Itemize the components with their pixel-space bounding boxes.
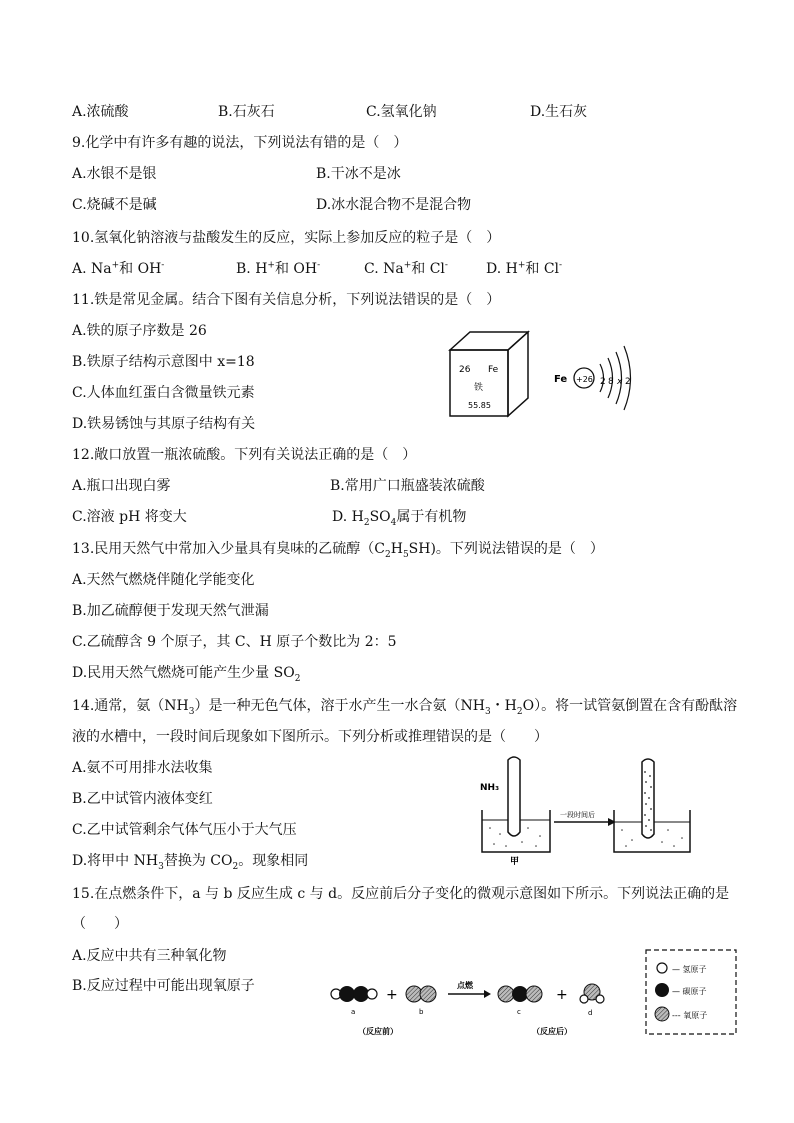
q12-stem: 12.敞口放置一瓶浓硫酸。下列有关说法正确的是（ ）: [72, 447, 417, 463]
left-label: 甲: [510, 857, 520, 867]
q9-option-c: C.烧碱不是碱: [72, 197, 157, 213]
element-name: 铁: [474, 383, 484, 393]
plus-sign-2: +: [556, 987, 568, 1003]
reaction-microscopic-figure: [326, 948, 742, 1038]
q11-option-d: D.铁易锈蚀与其原子结构有关: [72, 416, 256, 432]
q14-option-d: D.将甲中 $NH_3$替换为 $CO_2$。现象相同: [72, 853, 309, 872]
trough-right: [614, 759, 690, 852]
q14-stem-line2: 液的水槽中，一段时间后现象如下图所示。下列分析或推理错误的是（ ）: [72, 729, 548, 745]
ammonia-experiment-figure: [478, 756, 718, 868]
q14-option-b: B.乙中试管内液体变红: [72, 791, 213, 807]
molecule-c: [498, 986, 542, 1016]
atom-symbol: Fe: [554, 374, 568, 385]
q15-option-a: A.反应中共有三种氧化物: [72, 948, 227, 964]
q11-option-a: A.铁的原子序数是 26: [72, 323, 207, 339]
q12-option-d: D. $H_2SO_4$属于有机物: [332, 509, 467, 528]
shell-count-3: x: [617, 377, 623, 387]
q14-stem-line1: 14.通常，氨$(NH_3)$是一种无色气体，溶于水产生一水合氨（$NH_3$・$H_2O$）。将一试管氨倒置在含有酚酞溶: [72, 698, 738, 717]
q11-option-b: B.铁原子结构示意图中 x=18: [72, 354, 255, 370]
label-b: b: [419, 1008, 424, 1016]
label-c: c: [517, 1008, 521, 1016]
q9-stem: 9.化学中有许多有趣的说法，下列说法有错的是（ ）: [72, 135, 408, 151]
q10-option-d: D. H+和 Cl-: [486, 260, 563, 277]
carbon-atom-icon: [655, 983, 669, 997]
q15-option-b: B.反应过程中可能出现氧原子: [72, 978, 255, 994]
q9-option-b: B.干冰不是冰: [316, 166, 401, 182]
q13-option-d: D.民用天然气燃烧可能产生少量 $SO_2$: [72, 665, 301, 684]
element-symbol: Fe: [488, 365, 499, 375]
q15-stem-line2: （ ）: [72, 916, 128, 932]
legend-carbon: — 碳原子: [672, 987, 707, 996]
q10-option-c: C. Na+和 Cl-: [364, 260, 448, 277]
atom-structure-diagram: [554, 346, 631, 410]
after-label: （反应后）: [532, 1027, 572, 1036]
q8-option-b: B.石灰石: [218, 104, 275, 120]
q8-option-a: A.浓硫酸: [72, 104, 129, 120]
reaction-arrow: [554, 810, 616, 826]
reaction-arrow-2: [448, 980, 491, 998]
q10-option-a: A. Na+和 OH-: [72, 260, 165, 277]
gas-label: NH₃: [480, 783, 500, 793]
label-a: a: [351, 1008, 356, 1016]
legend-oxygen: --- 氧原子: [672, 1011, 708, 1020]
q13-option-a: A.天然气燃烧伴随化学能变化: [72, 572, 255, 588]
q10-option-b: B. H+和 OH-: [236, 260, 321, 277]
q13-option-c: C.乙硫醇含 9 个原子，其 C、H 原子个数比为 2：5: [72, 634, 397, 650]
shell-count-2: 8: [608, 377, 614, 387]
q15-stem-line1: 15.在点燃条件下，a 与 b 反应生成 c 与 d。反应前后分子变化的微观示意图如下所示。下列说法正确的是: [72, 886, 730, 902]
legend-box: [646, 950, 736, 1034]
q11-option-c: C.人体血红蛋白含微量铁元素: [72, 385, 255, 401]
q13-option-b: B.加乙硫醇便于发现天然气泄漏: [72, 603, 269, 619]
test-tube-right: [642, 759, 654, 838]
shell-count-4: 2: [625, 377, 631, 387]
q13-stem: 13.民用天然气中常加入少量具有臭味的乙硫醇$(C_2H_5SH)$。下列说法错误的是（ ）: [72, 541, 604, 560]
label-d: d: [588, 1009, 593, 1017]
test-tube-left: [508, 757, 520, 836]
legend-hydrogen: — 氢原子: [672, 965, 707, 974]
ignite-label: 点燃: [457, 981, 473, 990]
element-number: 26: [459, 365, 471, 375]
q9-option-a: A.水银不是银: [72, 166, 157, 182]
iron-figure: [444, 328, 644, 420]
element-mass: 55.85: [468, 401, 491, 410]
molecule-a: [331, 986, 377, 1016]
molecule-d: [580, 984, 604, 1017]
element-cube: [450, 332, 528, 416]
q14-option-c: C.乙中试管剩余气体气压小于大气压: [72, 822, 297, 838]
before-label: （反应前）: [358, 1027, 398, 1036]
q10-stem: 10.氢氧化钠溶液与盐酸发生的反应，实际上参加反应的粒子是（ ）: [72, 230, 501, 246]
trough-left: [482, 757, 550, 867]
q12-option-b: B.常用广口瓶盛装浓硫酸: [330, 478, 485, 494]
q8-option-d: D.生石灰: [530, 104, 588, 120]
molecule-b: [406, 986, 436, 1016]
q14-option-a: A.氨不可用排水法收集: [72, 760, 213, 776]
q12-option-c: C.溶液 pH 将变大: [72, 509, 187, 525]
q8-option-c: C.氢氧化钠: [366, 104, 437, 120]
q9-option-d: D.冰水混合物不是混合物: [316, 197, 472, 213]
hydrogen-atom-icon: [657, 963, 667, 973]
plus-sign-1: +: [386, 987, 398, 1003]
q11-stem: 11.铁是常见金属。结合下图有关信息分析，下列说法错误的是（ ）: [72, 292, 501, 308]
shell-count-1: 2: [600, 377, 606, 387]
oxygen-atom-icon: [655, 1007, 669, 1021]
nucleus-charge: +26: [576, 375, 593, 384]
q12-option-a: A.瓶口出现白雾: [72, 478, 171, 494]
arrow-label: 一段时间后: [560, 811, 595, 819]
